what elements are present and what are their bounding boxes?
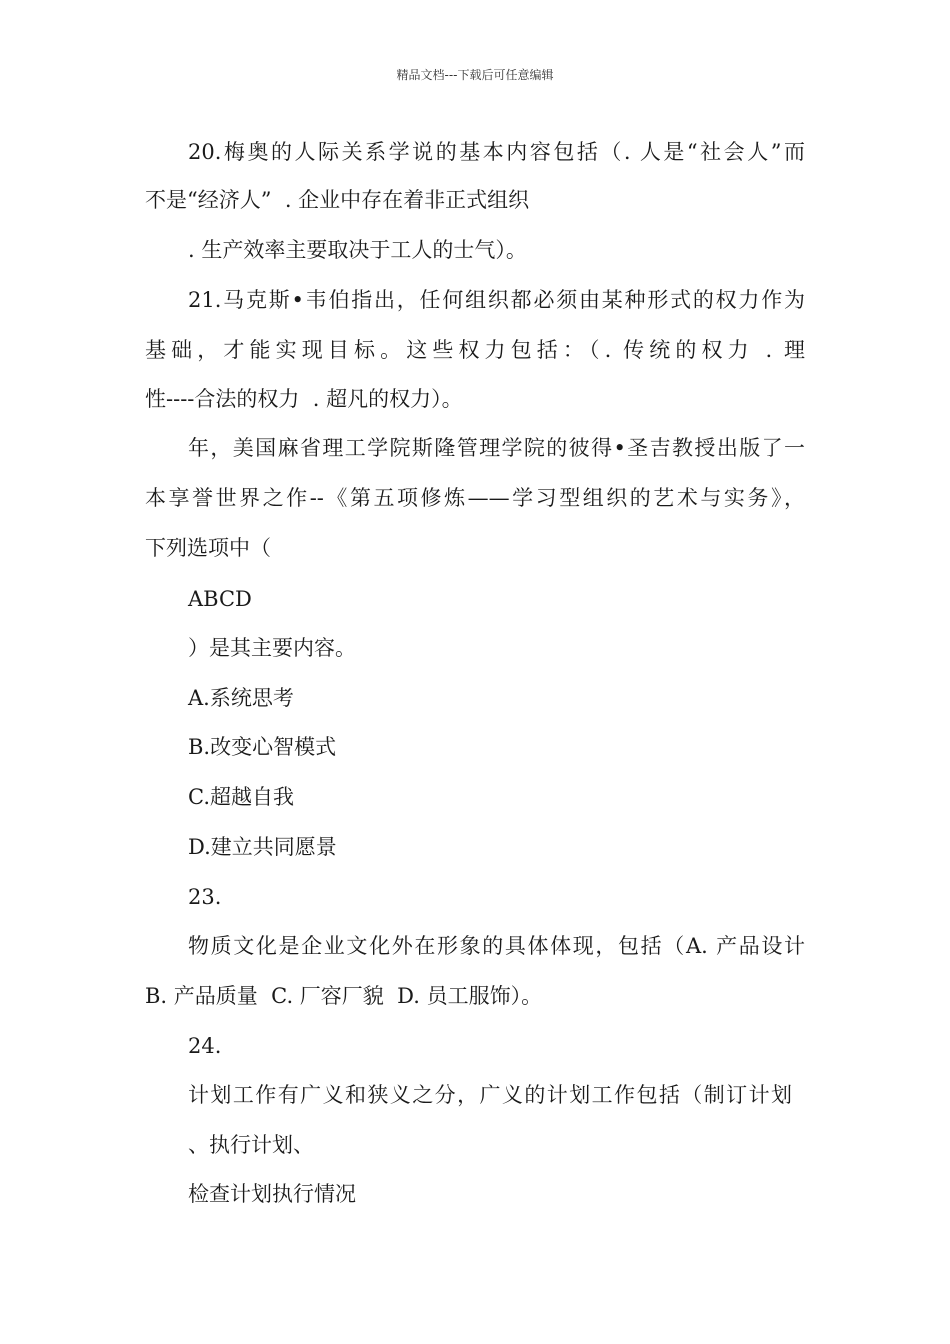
text-line: 20.梅奥的人际关系学说的基本内容包括（. 人是“社会人”而	[188, 140, 805, 164]
text-line: 年，美国麻省理工学院斯隆管理学院的彼得•圣吉教授出版了一	[188, 436, 805, 460]
page-header: 精品文档---下载后可任意编辑	[396, 68, 554, 82]
text-line: 基础，才能实现目标。这些权力包括：（. 传统的权力 . 理	[145, 338, 805, 362]
text-line: 21.马克斯•韦伯指出，任何组织都必须由某种形式的权力作为	[188, 288, 805, 312]
text-line: 、执行计划、	[188, 1133, 314, 1157]
text-line: ）是其主要内容。	[188, 636, 356, 660]
option-a: A.系统思考	[188, 686, 294, 710]
option-d: D.建立共同愿景	[188, 835, 337, 859]
text-line: ABCD	[188, 587, 252, 611]
question-number: 23.	[188, 885, 222, 909]
question-number: 24.	[188, 1034, 222, 1058]
text-line: . 生产效率主要取决于工人的士气）。	[188, 238, 527, 262]
option-c: C.超越自我	[188, 785, 294, 809]
text-line: 不是“经济人” . 企业中存在着非正式组织	[145, 188, 530, 212]
text-line: 本享誉世界之作--《第五项修炼——学习型组织的艺术与实务》，	[145, 486, 805, 510]
option-b: B.改变心智模式	[188, 735, 337, 759]
text-line: B. 产品质量 C. 厂容厂貌 D. 员工服饰）。	[145, 984, 543, 1008]
text-line: 物质文化是企业文化外在形象的具体体现，包括（A. 产品设计	[188, 934, 805, 958]
text-line: 性----合法的权力 . 超凡的权力）。	[145, 387, 463, 411]
text-line: 下列选项中（	[145, 536, 271, 560]
text-line: 计划工作有广义和狭义之分，广义的计划工作包括（制订计划	[188, 1083, 792, 1107]
text-line: 检查计划执行情况	[188, 1182, 356, 1206]
